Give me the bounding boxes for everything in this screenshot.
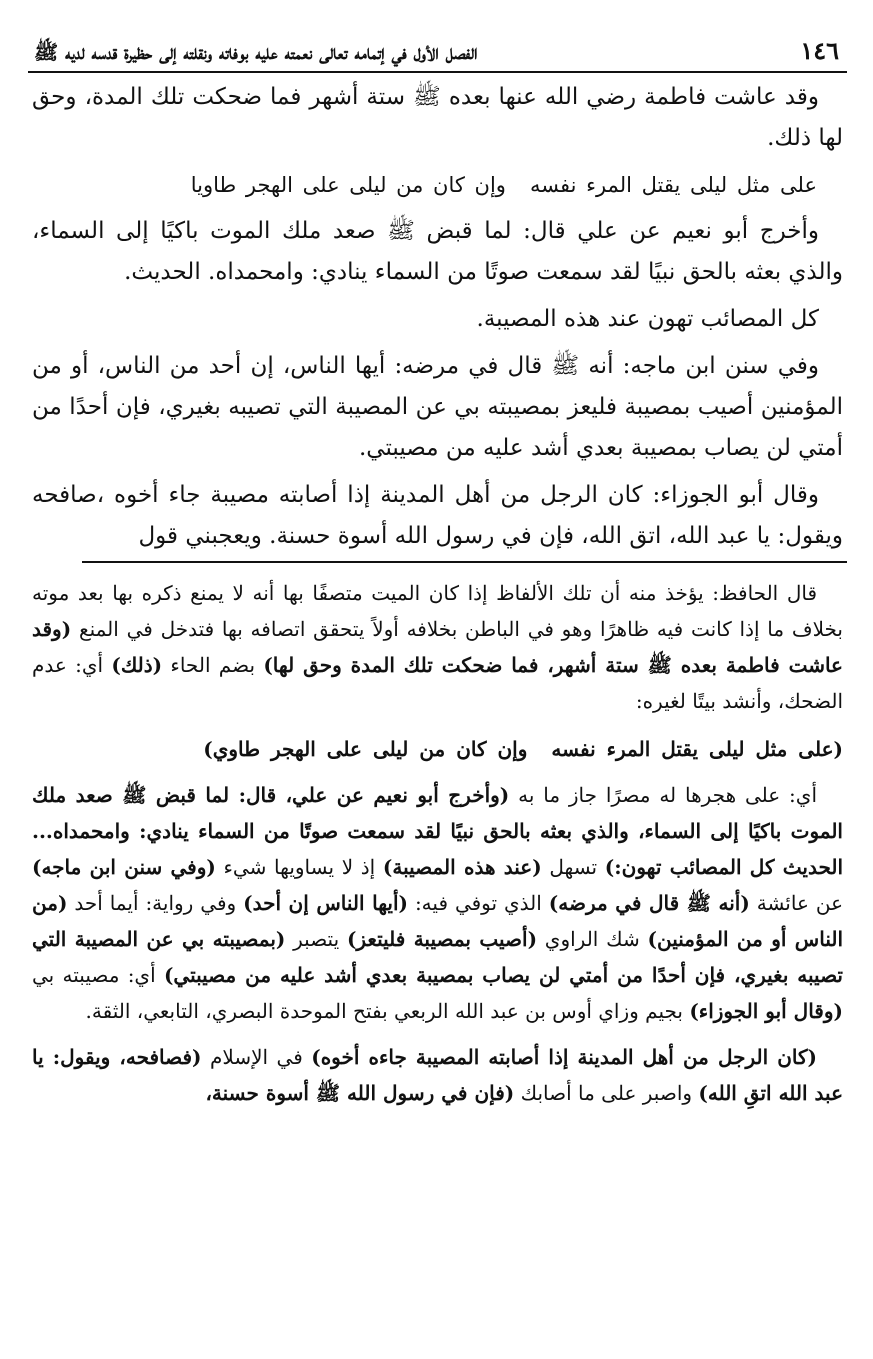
footnote-divider bbox=[82, 561, 847, 563]
commentary-text: أي: عدم الضحك، وأنشد بيتًا لغيره: bbox=[32, 653, 843, 713]
commentary-quoted-text: (وقال أبو الجوزاء) bbox=[689, 999, 843, 1023]
commentary-text: شك الراوي bbox=[537, 927, 648, 951]
commentary-text: وفي رواية: أيما أحد bbox=[67, 891, 244, 915]
commentary-paragraph-madinah bbox=[28, 1039, 847, 1111]
commentary-text: قال الحافظ: يؤخذ منه أن تلك الألفاظ إذا كان الميت متصفًا بها أنه لا يمنع ذكره بها بعد موته بخلاف ما إذا كانت فيه ظاهرًا وهو في الباطن بخلافه أولاً يتحقق اتصافه بها فتدخل في المنع bbox=[32, 581, 843, 641]
page-number: ١٤٦ bbox=[800, 36, 839, 65]
commentary-paragraph-hafiz bbox=[28, 575, 847, 719]
commentary-quoted-text: (كان الرجل من أهل المدينة إذا أصابته المصيبة جاءه أخوه) bbox=[311, 1045, 817, 1069]
paragraph-abu-nuaym: وأخرج أبو نعيم عن علي قال: لما قبض ﷺ صعد ملك الموت باكيًا إلى السماء، والذي بعثه بالحق نبيًا لقد سمعت صوتًا من السماء ينادي: وامحمداه. الحديث. bbox=[32, 218, 843, 285]
header-rule bbox=[28, 71, 847, 73]
commentary-quoted-text: (وقد عاشت فاطمة بعده ﷺ ستة أشهر، فما ضحكت تلك المدة وحق لها) bbox=[32, 617, 843, 677]
commentary-text: أي: مصيبته بي bbox=[32, 963, 164, 987]
commentary-quoted-text: (بمصيبته بي عن المصيبة التي تصيبه بغيري، فإن أحدًا من أمتي لن يصاب بمصيبة بعدي أشد عليه من مصيبتي) bbox=[32, 927, 843, 987]
commentary-quoted-text: (فإن في رسول الله ﷺ أسوة حسنة، bbox=[205, 1081, 515, 1105]
running-header bbox=[28, 34, 847, 69]
commentary-text: عن عائشة bbox=[749, 891, 844, 915]
poem-verse bbox=[28, 165, 847, 205]
commentary-text: بجيم وزاي أوس بن عبد الله الربعي بفتح الموحدة البصري، التابعي، الثقة. bbox=[85, 999, 690, 1023]
commentary-quoted-text: (من الناس أو من المؤمنين) bbox=[32, 891, 844, 951]
commentary-text: بضم الحاء bbox=[162, 653, 264, 677]
commentary-quoted-text: (أنه ﷺ قال في مرضه) bbox=[548, 891, 750, 915]
chapter-title: الفصل الأول في إتمامه تعالى نعمته عليه بوفاته ونقلته إلى حظيرة قدسه لديه ﷺ bbox=[34, 40, 478, 64]
paragraph-ibn-majah: وفي سنن ابن ماجه: أنه ﷺ قال في مرضه: أيها الناس، إن أحد من الناس، أو من المؤمنين أصيب بمصيبة فليعز بمصيبته بي عن المصيبة التي تصيبه بغيري، فإن أحدًا من أمتي لن يصاب بمصيبة بعدي أشد عليه من مصيبتي. bbox=[32, 353, 843, 461]
commentary bbox=[28, 575, 847, 1111]
commentary-quoted-text: (أصيب بمصيبة فليتعز) bbox=[346, 927, 538, 951]
commentary-quoted-text: (وأخرج أبو نعيم عن علي، قال: لما قبض ﷺ صعد ملك الموت باكيًا إلى السماء، والذي بعثه بالحق نبيًا لقد سمعت صوتًا من السماء ينادي: وامحمداه... الحديث كل المصائب تهون:) bbox=[32, 783, 844, 879]
commentary-poem bbox=[28, 731, 847, 767]
commentary-poem-second: وإن كان من ليلى على الهجر طاوي) bbox=[203, 737, 528, 761]
main-text bbox=[28, 77, 847, 557]
commentary-quoted-text: (ذلك) bbox=[111, 653, 163, 677]
paragraph-abu-jawza: وقال أبو الجوزاء: كان الرجل من أهل المدينة إذا أصابته مصيبة جاء أخوه ،صافحه ويقول: يا عبد الله، اتق الله، فإن في رسول الله أسوة حسنة. ويعجبني قول bbox=[32, 482, 843, 549]
commentary-quoted-text: (أيها الناس إن أحد) bbox=[243, 891, 408, 915]
commentary-text: الذي توفي فيه: bbox=[408, 891, 549, 915]
commentary-poem-first: (على مثل ليلى يقتل المرء نفسه bbox=[551, 737, 843, 761]
commentary-quoted-text: (عند هذه المصيبة) bbox=[382, 855, 542, 879]
commentary-text: واصبر على ما أصابك bbox=[514, 1081, 699, 1105]
commentary-quoted-text: (فصافحه، ويقول: يا عبد الله اتقِ الله) bbox=[32, 1045, 843, 1105]
commentary-text: تسهل bbox=[541, 855, 605, 879]
paragraph-fatima: وقد عاشت فاطمة رضي الله عنها بعده ﷺ ستة أشهر فما ضحكت تلك المدة، وحق لها ذلك. bbox=[32, 84, 843, 151]
poem-second-hemistich: وإن كان من ليلى على الهجر طاويا bbox=[190, 173, 506, 197]
paragraph-masaib: كل المصائب تهون عند هذه المصيبة. bbox=[476, 306, 819, 332]
commentary-text: يتصبر bbox=[285, 927, 347, 951]
commentary-paragraph-explanation bbox=[28, 777, 847, 1029]
commentary-text: في الإسلام bbox=[201, 1045, 312, 1069]
commentary-quoted-text: (وفي سنن ابن ماجه) bbox=[32, 855, 216, 879]
commentary-text: أي: على هجرها له مصرًا جاز ما به bbox=[509, 783, 817, 807]
poem-first-hemistich: على مثل ليلى يقتل المرء نفسه bbox=[529, 173, 817, 197]
commentary-text: إذ لا يساويها شيء bbox=[215, 855, 383, 879]
